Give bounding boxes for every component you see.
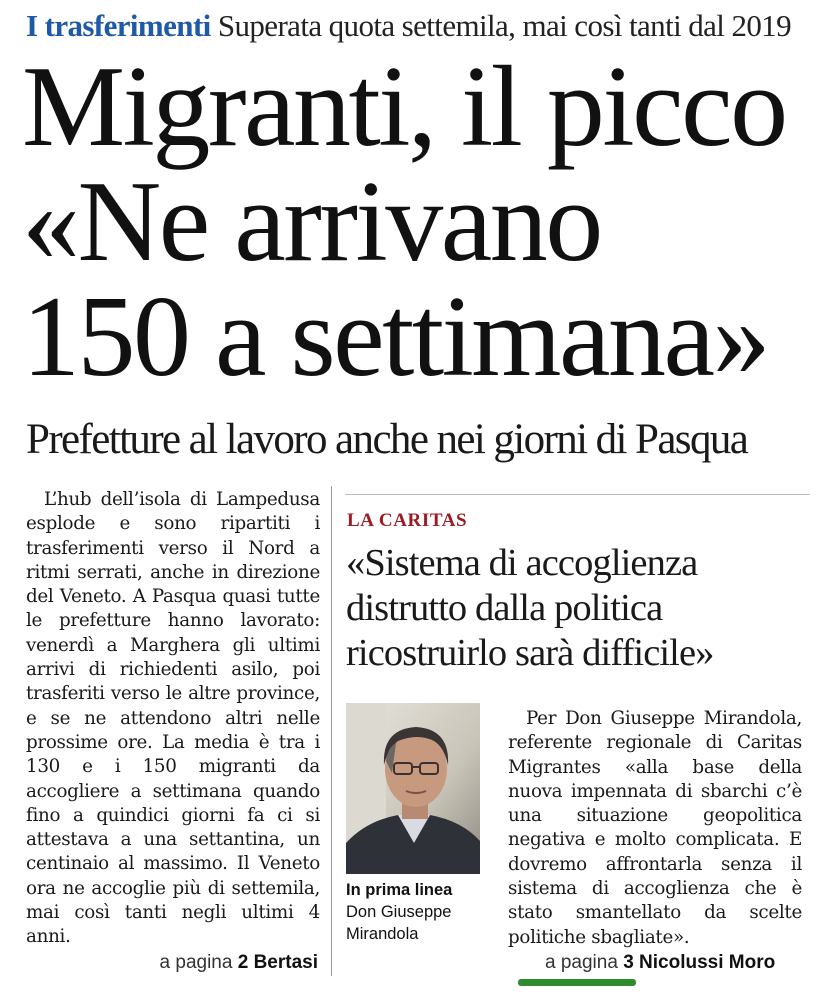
main-article-page-ref[interactable] [160,951,318,975]
kicker [26,6,816,46]
page-ref-number: 3 [623,952,634,973]
portrait-illustration [346,703,480,874]
main-headline [22,43,822,401]
section-label: LA CARITAS [347,510,468,531]
headline-line-2: «Ne arrivano [22,158,601,286]
page-ref-number: 2 [237,952,249,973]
page-ref-prefix: a pagina [159,952,233,973]
sidebar-top-rule [345,494,810,495]
headline-line-3: 150 a settimana» [22,273,769,401]
photo-caption [346,879,496,945]
sidebar-headline [346,541,816,676]
photo-caption-text: Don Giuseppe Mirandola [346,903,452,943]
page-ref-author: Nicolussi Moro [639,952,776,973]
main-article-body: L’hub dell’isola di Lampedusa esplode e sono ripartiti i trasferimenti verso il Nord a ritmi serrati, anche in direzione del Veneto. A Pasqua quasi tutte le prefetture hanno lavorato: venerdì a Marghera gli ultimi arrivi di richiedenti asilo, poi trasferiti verso le altre province, e se ne attendono altri nelle prossime ore. La media è tra i 130 e i 150 migranti da accogliere a settimana quando fino a quindici giorni fa ci si attestava a una settantina, un centinaio al massimo. Il Veneto ora ne accoglie più di settemila, mai così tanti negli ultimi 4 anni. [26,489,320,948]
sidebar-headline-line-2: distrutto dalla politica [346,587,663,629]
kicker-text: Superata quota settemila, mai così tanti dal 2019 [217,8,792,43]
sidebar-headline-line-3: ricostruirlo sarà difficile» [346,632,714,674]
subheadline: Prefetture al lavoro anche nei giorni di Pasqua [26,416,748,463]
page-ref-author: Bertasi [253,952,318,973]
green-accent-bar [518,979,636,986]
portrait-photo [346,703,480,874]
column-divider [331,486,332,976]
headline-line-1: Migranti, il picco [22,43,786,171]
page-ref-prefix: a pagina [545,952,618,973]
kicker-label: I trasferimenti [26,8,211,43]
sidebar-page-ref[interactable] [545,951,775,975]
photo-caption-title: In prima linea [346,881,453,899]
sidebar-headline-line-1: «Sistema di accoglienza [346,542,698,584]
sidebar-article-body: Per Don Giuseppe Mirandola, referente regionale di Caritas Migrantes «alla base della nuova impennata di sbarchi c’è una situazione geopolitica negativa e molto complicata. E dovremo affrontarla senza il sistema di accoglienza che è stato smantellato da scelte politiche sbagliate». [508,708,802,948]
